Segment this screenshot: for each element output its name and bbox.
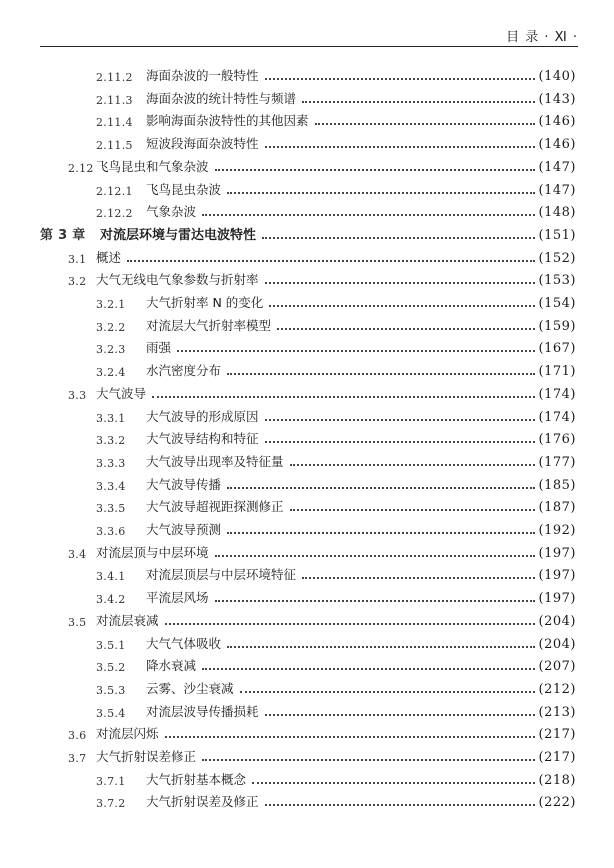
- toc-entry-number: 3.2.4: [96, 366, 126, 380]
- toc-entry-number: 3.4: [68, 547, 87, 561]
- toc-entry[interactable]: [96, 700, 576, 720]
- toc-entry-page: (147): [538, 182, 576, 198]
- toc-entry-number: 3.3.5: [96, 502, 126, 516]
- toc-entry-title: 概述: [96, 249, 122, 265]
- dot-leader: [265, 802, 535, 806]
- toc-entry[interactable]: [68, 382, 576, 402]
- toc-entry-page: (151): [538, 227, 576, 243]
- dot-leader: [277, 326, 535, 330]
- toc-entry[interactable]: [96, 200, 576, 220]
- toc-entry-page: (140): [538, 69, 576, 84]
- toc-entry-number: 3.7.2: [96, 797, 126, 811]
- dot-leader: [127, 258, 535, 262]
- toc-entry-title: 对流层衰减: [96, 612, 159, 628]
- toc-entry-page: (204): [538, 613, 576, 629]
- dot-leader: [215, 553, 535, 557]
- dot-leader: [252, 780, 535, 784]
- toc-entry-number: 2.11.5: [96, 139, 133, 153]
- dot-leader: [265, 76, 535, 80]
- toc-entry-number: 3.3: [68, 388, 87, 402]
- toc-entry-title: 大气波导结构和特征: [146, 431, 259, 447]
- toc-entry[interactable]: [96, 291, 576, 311]
- toc-entry-page: (217): [538, 727, 576, 743]
- toc-entry-number: 3.5.4: [96, 706, 126, 720]
- toc-entry[interactable]: [96, 654, 576, 674]
- toc-entry-page: (153): [538, 273, 576, 289]
- header-title: 目 录 · Ⅺ ·: [506, 30, 578, 45]
- toc-entry-page: (207): [538, 659, 576, 675]
- dot-leader: [315, 121, 535, 125]
- toc-entry-title: 大气波导传播: [146, 476, 222, 492]
- toc-entry-title: 大气折射基本概念: [146, 771, 247, 787]
- toc-entry-title: 大气折射误差修正: [96, 749, 197, 764]
- toc-entry[interactable]: [96, 109, 576, 129]
- toc-entry-number: 2.11.4: [96, 116, 133, 130]
- toc-entry-number: 2.12: [68, 161, 94, 175]
- dot-leader: [227, 530, 535, 534]
- toc-entry-page: (143): [538, 91, 576, 107]
- toc-entry-number: 2.12.1: [96, 184, 133, 198]
- dot-leader: [265, 144, 535, 148]
- toc-entry-page: (174): [538, 386, 576, 402]
- toc-entry-page: (192): [538, 523, 576, 538]
- dot-leader: [177, 348, 535, 352]
- dot-leader: [202, 757, 535, 761]
- toc-entry-page: (154): [538, 296, 576, 311]
- toc-entry-page: (171): [538, 364, 576, 380]
- toc-entry-title: 大气波导的形成原因: [146, 408, 259, 424]
- dot-leader: [165, 621, 535, 625]
- toc-entry-page: (222): [538, 795, 576, 811]
- dot-leader: [290, 462, 535, 466]
- toc-entry[interactable]: [96, 518, 576, 538]
- dot-leader: [265, 439, 535, 443]
- toc-entry-title: 对流层大气折射率模型: [146, 317, 272, 333]
- toc-entry-number: 3.3.1: [96, 411, 126, 425]
- toc-entry-title: 大气波导出现率及特征量: [146, 453, 284, 469]
- toc-entry-page: (146): [538, 137, 576, 153]
- toc-entry[interactable]: [96, 87, 576, 107]
- toc-entry-title: 大气折射率 N 的变化: [146, 295, 264, 310]
- toc-entry-page: (197): [538, 568, 576, 584]
- toc-entry-number: 3.7.1: [96, 774, 126, 788]
- dot-leader: [227, 485, 535, 489]
- dot-leader: [302, 575, 535, 579]
- toc-entry-title: 飞鸟昆虫杂波: [146, 181, 222, 197]
- toc-entry-number: 3.3.4: [96, 479, 126, 493]
- toc-entry-page: (217): [538, 750, 576, 765]
- toc-entry[interactable]: [68, 155, 576, 175]
- toc-entry-number: 2.12.2: [96, 207, 133, 221]
- toc-entry[interactable]: [96, 178, 576, 198]
- toc-entry-page: (152): [538, 250, 576, 266]
- dot-leader: [215, 598, 535, 602]
- toc-entry-number: 3.5.2: [96, 661, 126, 675]
- toc-entry-page: (197): [538, 545, 576, 561]
- dot-leader: [240, 689, 535, 693]
- toc-entry-number: 3.4.2: [96, 593, 126, 607]
- toc-entry-title: 飞鸟昆虫和气象杂波: [96, 158, 209, 174]
- toc-entry-number: 3.1: [68, 252, 87, 266]
- toc-entry[interactable]: [96, 495, 576, 515]
- toc-entry-title: 气象杂波: [146, 204, 197, 220]
- toc-entry-page: (147): [538, 159, 576, 175]
- toc-entry-title: 影响海面杂波特性的其他因素: [146, 113, 309, 129]
- toc-entry[interactable]: [68, 268, 576, 288]
- toc-entry-page: (167): [538, 341, 576, 357]
- toc-entry-title: 大气波导: [96, 385, 147, 401]
- dot-leader: [152, 394, 535, 398]
- toc-entry[interactable]: [96, 473, 576, 493]
- toc-entry[interactable]: [96, 632, 576, 652]
- toc-entry-title: 大气波导超视距探测修正: [146, 499, 284, 515]
- toc-entry-title: 海面杂波的统计特性与频谱: [146, 90, 297, 106]
- toc-entry-page: (218): [538, 772, 576, 788]
- toc-entry[interactable]: [96, 586, 576, 606]
- dot-leader: [265, 280, 535, 284]
- toc-entry-page: (146): [538, 114, 576, 130]
- dot-leader: [269, 303, 534, 307]
- toc-entry-title: 对流层闪烁: [96, 726, 159, 742]
- toc-entry[interactable]: [96, 450, 576, 470]
- toc-entry-title: 云雾、沙尘衰减: [146, 680, 234, 696]
- toc-entry-page: (174): [538, 409, 576, 425]
- toc-entry-title: 对流层顶与中层环境: [96, 544, 209, 560]
- toc-entry[interactable]: [96, 132, 576, 152]
- toc-entry[interactable]: [96, 563, 576, 583]
- toc-entry-title: 短波段海面杂波特性: [146, 136, 259, 152]
- toc-entry-number: 2.11.3: [96, 93, 133, 107]
- toc-entry-page: (213): [538, 704, 576, 720]
- toc-entry-title: 对流层环境与雷达电波特性: [100, 227, 257, 243]
- toc-entry[interactable]: [96, 314, 576, 334]
- toc-entry-title: 大气折射误差及修正: [146, 794, 259, 810]
- toc-entry[interactable]: [96, 359, 576, 379]
- dot-leader: [227, 190, 535, 194]
- toc-entry-title: 平流层风场: [146, 590, 209, 606]
- dot-leader: [290, 507, 535, 511]
- toc-entry-page: (204): [538, 636, 576, 652]
- toc-entry-title: 对流层波导传播损耗: [146, 703, 259, 719]
- toc-entry-title: 大气无线电气象参数与折射率: [96, 272, 259, 288]
- toc-entry[interactable]: [96, 677, 576, 697]
- toc-entry-number: 3.3.2: [96, 434, 126, 448]
- dot-leader: [227, 644, 535, 648]
- toc-entry[interactable]: [68, 722, 576, 742]
- toc-entry[interactable]: [68, 609, 576, 629]
- toc-entry-number: 3.3.3: [96, 456, 126, 470]
- toc-entry[interactable]: [96, 427, 576, 447]
- dot-leader: [302, 99, 535, 103]
- dot-leader: [265, 417, 535, 421]
- toc-entry[interactable]: [96, 768, 576, 788]
- toc-entry-page: (176): [538, 432, 576, 448]
- toc-entry-number: 3.2.3: [96, 343, 126, 357]
- dot-leader: [262, 235, 535, 239]
- toc-entry-page: (177): [538, 454, 576, 470]
- toc-entry-page: (197): [538, 591, 576, 607]
- toc-entry-title: 大气波导预测: [146, 522, 222, 537]
- toc-entry-number: 3.2.2: [96, 320, 126, 334]
- toc-entry-number: 3.2: [68, 275, 87, 289]
- toc-entry[interactable]: [96, 790, 576, 810]
- toc-entry[interactable]: [68, 246, 576, 266]
- toc-entry-number: 3.7: [68, 752, 87, 765]
- toc-entry-page: (148): [538, 205, 576, 221]
- dot-leader: [202, 666, 535, 670]
- toc-entry[interactable]: [96, 64, 576, 84]
- page-header: [40, 26, 578, 47]
- toc-entry-number: 3.4.1: [96, 570, 126, 584]
- toc-entry-page: (187): [538, 500, 576, 516]
- toc-entry[interactable]: [68, 541, 576, 561]
- toc-entry-number: 3.6: [68, 729, 87, 743]
- toc-entry-page: (212): [538, 681, 576, 697]
- toc-entry-number: 3.2.1: [96, 298, 126, 311]
- toc-entry-page: (185): [538, 477, 576, 493]
- toc-entry-title: 对流层顶层与中层环境特征: [146, 567, 297, 583]
- toc-entry[interactable]: [40, 223, 576, 243]
- toc-entry-number: 3.3.6: [96, 525, 126, 538]
- toc-entry-title: 雨强: [146, 340, 172, 356]
- toc-entry-number: 3.5.1: [96, 638, 126, 652]
- toc-entry-title: 降水衰减: [146, 658, 197, 674]
- toc-entry[interactable]: [68, 745, 576, 765]
- toc-entry-title: 大气气体吸收: [146, 635, 222, 651]
- toc-entry-number: 2.11.2: [96, 71, 133, 84]
- dot-leader: [215, 167, 535, 171]
- toc-entry-number: 3.5: [68, 615, 87, 629]
- toc-entry[interactable]: [96, 336, 576, 356]
- toc-entry[interactable]: [96, 405, 576, 425]
- toc-entry-title: 海面杂波的一般特性: [146, 68, 259, 83]
- toc-entry-title: 水汽密度分布: [146, 363, 222, 379]
- dot-leader: [165, 734, 535, 738]
- toc-entry-number: 第 3 章: [40, 227, 86, 243]
- toc-entry-page: (159): [538, 318, 576, 334]
- dot-leader: [202, 212, 535, 216]
- dot-leader: [265, 712, 535, 716]
- dot-leader: [227, 371, 535, 375]
- toc-entry-number: 3.5.3: [96, 683, 126, 697]
